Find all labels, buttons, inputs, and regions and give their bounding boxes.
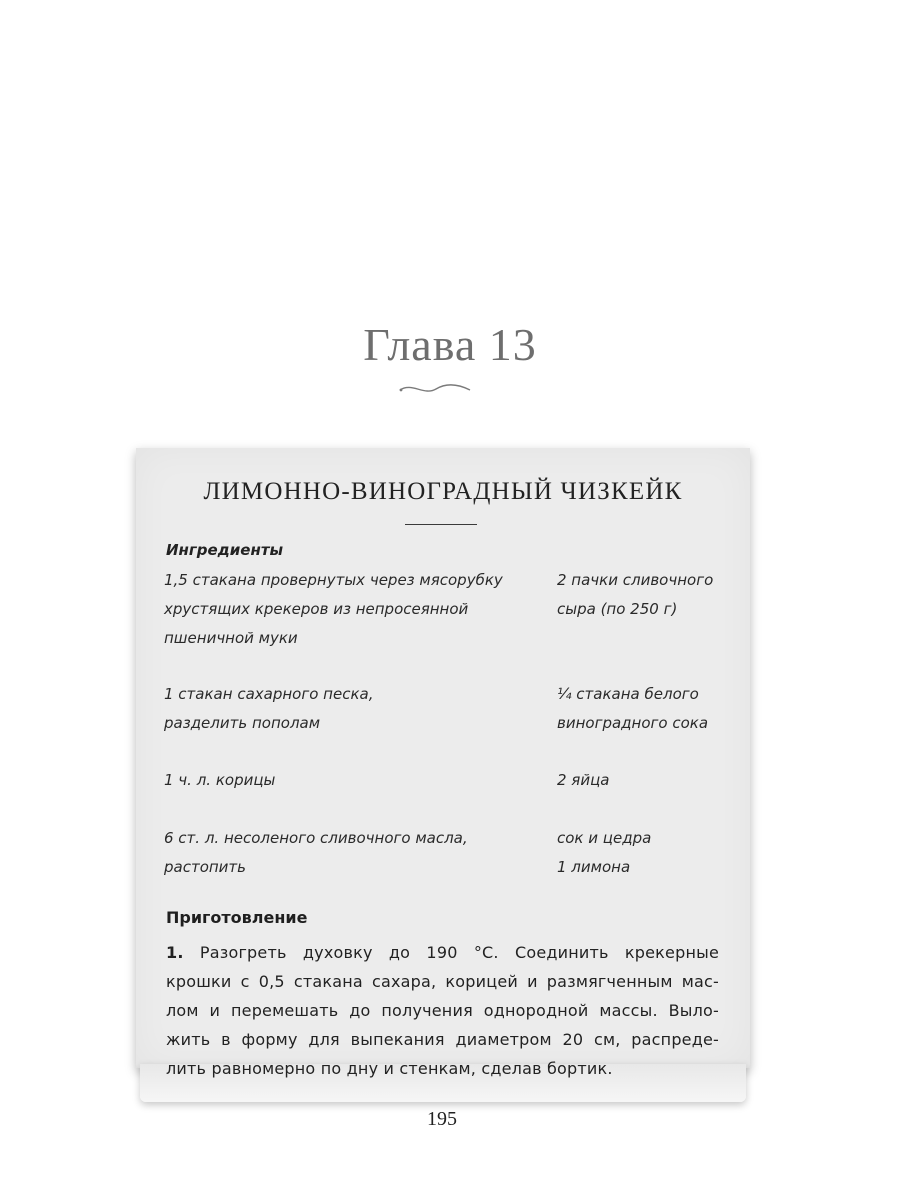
step-number: 1. bbox=[166, 943, 184, 962]
ingredient-cinnamon bbox=[164, 766, 275, 795]
step-line-text: Разогреть духовку до 190 °С. Соединить крекерные bbox=[199, 943, 719, 962]
ingredient-line: 1 лимона bbox=[557, 858, 631, 876]
ingredient-line: хрустящих крекеров из непросеянной bbox=[164, 600, 469, 618]
preparation-heading: Приготовление bbox=[166, 908, 308, 927]
ingredient-lemon bbox=[557, 824, 651, 882]
step-line: лом и перемешать до получения однородной массы. Выло- bbox=[166, 1001, 719, 1020]
ingredient-crackers bbox=[164, 566, 503, 653]
ingredient-grape-juice bbox=[557, 680, 708, 738]
ingredient-cream-cheese bbox=[557, 566, 713, 624]
chapter-title: Глава 13 bbox=[363, 319, 537, 370]
ingredient-line: виноградного сока bbox=[557, 714, 709, 732]
title-divider bbox=[405, 524, 477, 525]
ingredient-line: 2 яйца bbox=[557, 771, 610, 789]
ingredients-heading: Ингредиенты bbox=[166, 541, 284, 559]
ingredient-butter bbox=[164, 824, 468, 882]
ingredient-line: 1,5 стакана провернутых через мясорубку bbox=[164, 571, 503, 589]
ingredient-line: 2 пачки сливочного bbox=[557, 571, 714, 589]
ingredient-line: 1 стакан сахарного песка, bbox=[164, 685, 374, 703]
ingredient-line: сок и цедра bbox=[557, 829, 652, 847]
step-line: жить в форму для выпекания диаметром 20 см, распреде- bbox=[166, 1030, 719, 1049]
ingredient-eggs bbox=[557, 766, 610, 795]
step-line: крошки с 0,5 стакана сахара, корицей и размягченным мас- bbox=[166, 972, 719, 991]
page-number: 195 bbox=[427, 1108, 457, 1130]
ingredient-line: 1 ч. л. корицы bbox=[164, 771, 276, 789]
step-line bbox=[166, 938, 719, 967]
ingredient-line: пшеничной муки bbox=[164, 629, 298, 647]
ingredient-line: 6 ст. л. несоленого сливочного масла, bbox=[164, 829, 468, 847]
step-line: лить равномерно по дну и стенкам, сделав бортик. bbox=[166, 1059, 613, 1078]
preparation-step-1 bbox=[166, 938, 719, 1083]
ornament-flourish-icon bbox=[398, 378, 472, 400]
ingredient-sugar bbox=[164, 680, 373, 738]
ingredient-line: разделить пополам bbox=[164, 714, 321, 732]
ingredient-line: ¼ стакана белого bbox=[557, 685, 699, 703]
ingredient-line: растопить bbox=[164, 858, 247, 876]
ingredient-line: сыра (по 250 г) bbox=[557, 600, 678, 618]
recipe-title: ЛИМОННО-ВИНОГРАДНЫЙ ЧИЗКЕЙК bbox=[203, 478, 683, 505]
